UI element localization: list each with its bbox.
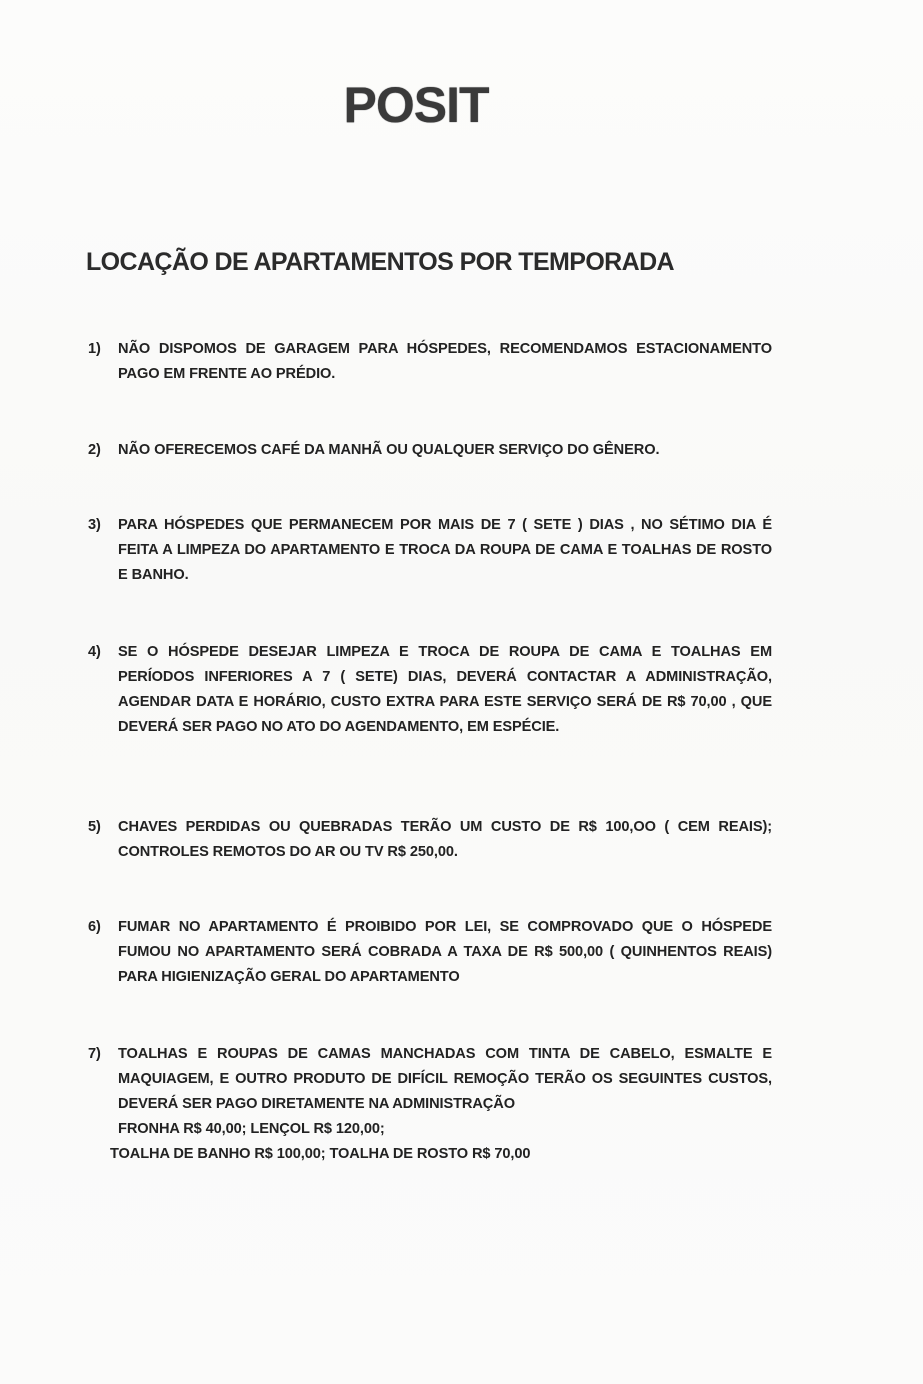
rule-prices-line-2: TOALHA DE BANHO R$ 100,00; TOALHA DE ROSTO R$ 70,00 [110, 1146, 531, 1162]
rule-text: FUMAR NO APARTAMENTO É PROIBIDO POR LEI, SE COMPROVADO QUE O HÓSPEDE FUMOU NO APARTAMENTO SERÁ COBRADA A TAXA DE R$ 500,00 ( QUINHENTOS REAIS) PARA HIGIENIZAÇÃO GERAL DO APARTAMENTO [118, 919, 772, 985]
document-heading: LOCAÇÃO DE APARTAMENTOS POR TEMPORADA [86, 248, 674, 276]
rule-3 [88, 513, 772, 588]
rule-text: TOALHAS E ROUPAS DE CAMAS MANCHADAS COM TINTA DE CABELO, ESMALTE E MAQUIAGEM, E OUTRO PRODUTO DE DIFÍCIL REMOÇÃO TERÃO OS SEGUINTES CUSTOS, DEVERÁ SER PAGO DIRETAMENTE NA ADMINISTRAÇÃO [118, 1046, 772, 1112]
rule-4 [88, 640, 772, 740]
rule-text: NÃO OFERECEMOS CAFÉ DA MANHÃ OU QUALQUER SERVIÇO DO GÊNERO. [118, 442, 660, 458]
rule-text: SE O HÓSPEDE DESEJAR LIMPEZA E TROCA DE ROUPA DE CAMA E TOALHAS EM PERÍODOS INFERIORES A 7 ( SETE) DIAS, DEVERÁ CONTACTAR A ADMINISTRAÇÃO, AGENDAR DATA E HORÁRIO, CUSTO EXTRA PARA ESTE SERVIÇO SERÁ DE R$ 70,00 , QUE DEVERÁ SER PAGO NO ATO DO AGENDAMENTO, EM ESPÉCIE. [118, 644, 772, 735]
rule-number: 6) [88, 919, 101, 935]
rule-prices-line-1: FRONHA R$ 40,00; LENÇOL R$ 120,00; [118, 1121, 385, 1137]
rule-text: CHAVES PERDIDAS OU QUEBRADAS TERÃO UM CUSTO DE R$ 100,OO ( CEM REAIS); CONTROLES REMOTOS DO AR OU TV R$ 250,00. [118, 819, 772, 860]
rule-text: NÃO DISPOMOS DE GARAGEM PARA HÓSPEDES, RECOMENDAMOS ESTACIONAMENTO PAGO EM FRENTE AO PRÉDIO. [118, 341, 772, 382]
rule-number: 5) [88, 819, 101, 835]
rule-5 [88, 815, 772, 865]
rule-6 [88, 915, 772, 990]
rule-text: PARA HÓSPEDES QUE PERMANECEM POR MAIS DE 7 ( SETE ) DIAS , NO SÉTIMO DIA É FEITA A LIMPEZA DO APARTAMENTO E TROCA DA ROUPA DE CAMA E TOALHAS DE ROSTO E BANHO. [118, 517, 772, 583]
rule-number: 2) [88, 442, 101, 458]
rule-7 [88, 1042, 772, 1167]
rule-number: 7) [88, 1046, 101, 1062]
brand-title: POSIT [343, 77, 489, 133]
rule-number: 1) [88, 341, 101, 357]
rule-2 [88, 438, 772, 463]
rule-number: 4) [88, 644, 101, 660]
rule-1 [88, 337, 772, 387]
rule-number: 3) [88, 517, 101, 533]
